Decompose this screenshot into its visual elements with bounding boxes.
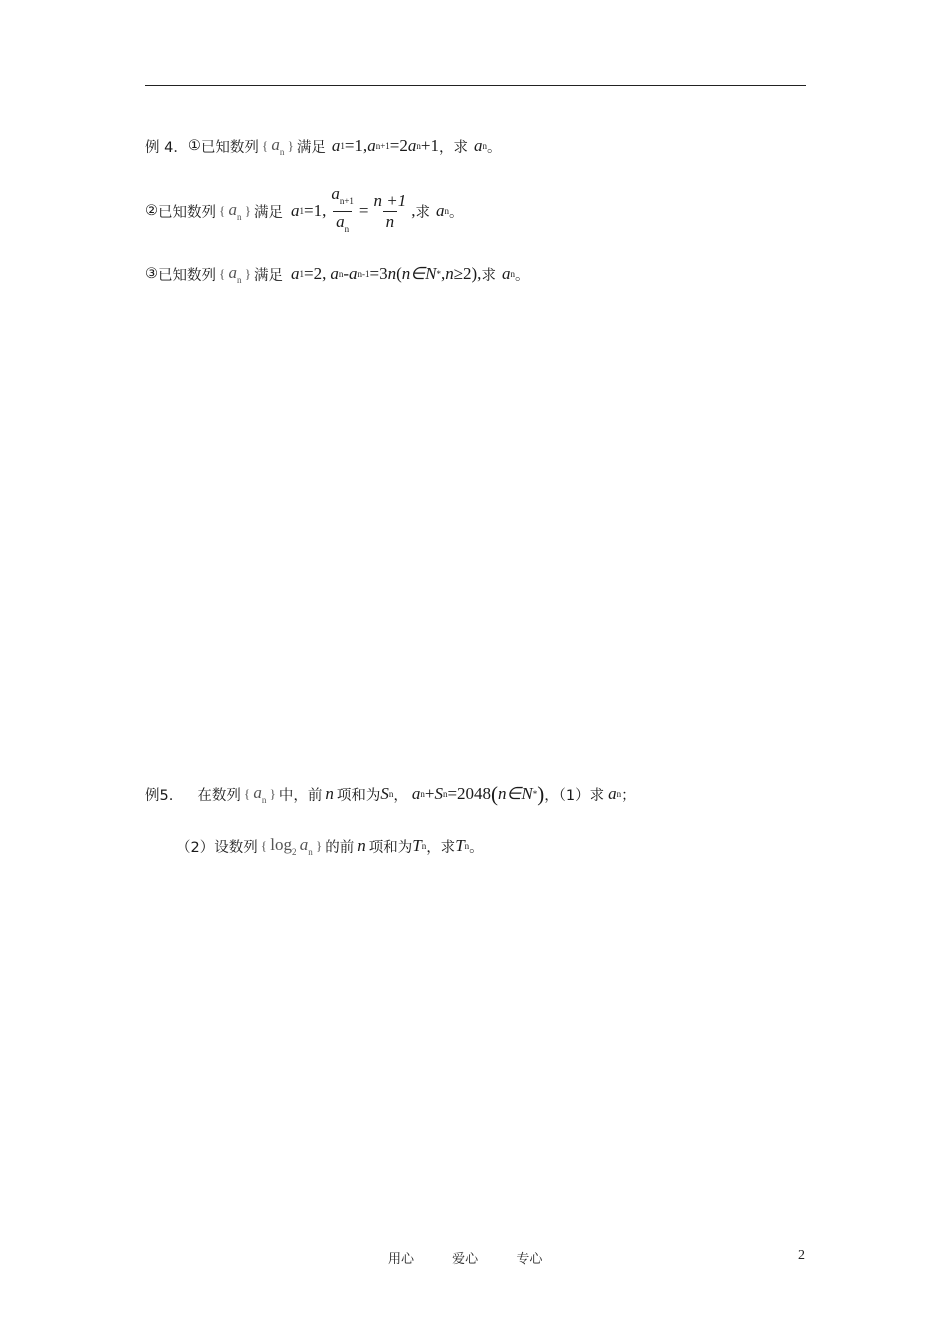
known-seq-text: 已知数列 (200, 139, 259, 156)
minus: - (343, 264, 350, 283)
sub-n-minus-1: n-1 (357, 269, 370, 279)
comma: ， (393, 787, 408, 804)
var-a: a (291, 201, 300, 220)
sub-n: n (308, 847, 313, 857)
sub-n: n (464, 841, 470, 851)
var-a: a (330, 264, 339, 283)
ex5-line2 (176, 826, 484, 866)
period: 。 (486, 139, 502, 156)
var-a: a (299, 835, 309, 854)
sub-n: n (237, 275, 242, 285)
sub-n: n (338, 269, 344, 279)
sub-n: n (416, 141, 421, 151)
footer-word-1: 用心 (388, 1252, 415, 1267)
sub-n: n (616, 789, 622, 799)
seq-brace: { $a_n$ } (219, 263, 251, 285)
comma: , (411, 201, 416, 220)
known-seq-text: 已知数列 (158, 204, 216, 221)
var-a: a (253, 783, 262, 802)
var-a: a (608, 784, 617, 803)
footer-word-2: 爱心 (452, 1252, 479, 1267)
page-number: 2 (798, 1248, 805, 1263)
ex4-part1 (145, 126, 501, 166)
ex4-part3 (145, 254, 529, 294)
sub-n: n (510, 269, 515, 279)
var-a: a (367, 136, 376, 155)
var-S: S (434, 784, 443, 803)
sub-n: n (261, 795, 267, 805)
eq-text: =1, (304, 201, 327, 220)
var-n: n (445, 264, 454, 283)
var-T: T (455, 836, 465, 855)
var-S: S (380, 784, 389, 803)
seq-brace: { $a_n$ } (243, 783, 276, 805)
seq-brace: { $a_n$ } (219, 200, 251, 222)
n-in: n∈ (498, 784, 522, 803)
sub-1: 1 (299, 206, 304, 216)
eq-text: =1, (344, 136, 368, 155)
comma: , (440, 264, 446, 283)
satisfy-text: 满足 (254, 204, 283, 221)
circle-3: ③ (145, 266, 158, 282)
var-a: a (473, 136, 483, 155)
ratio-fraction-left: $\frac{a_{n+1}}{a_n}$ (328, 185, 357, 238)
var-a: a (411, 784, 421, 803)
log-seq-brace: { $\log_2 a_n$ } (260, 835, 323, 857)
var-a: a (436, 201, 445, 220)
period: 。 (514, 267, 530, 284)
var-n: n (387, 264, 397, 283)
eq-text: =3 (369, 264, 388, 283)
var-n: n (325, 784, 334, 803)
sub-n: n (444, 206, 449, 216)
find-text: 求 (453, 139, 468, 156)
circle-2: ② (145, 203, 158, 219)
header-rule (145, 85, 806, 86)
sub-1: 1 (299, 269, 304, 279)
sup-star: * (436, 269, 441, 279)
var-a: a (407, 136, 417, 155)
question-2: （2）设数列 (176, 839, 258, 856)
find-text: 求 (415, 204, 430, 221)
sub-2: 2 (291, 847, 297, 857)
var-a: a (349, 264, 358, 283)
sub-n: n (388, 789, 394, 799)
eq-text: = (358, 201, 369, 220)
var-a: a (331, 136, 341, 155)
eq-2048: =2048 (447, 784, 492, 803)
find-text: ，求 (426, 839, 456, 856)
plus: + (424, 784, 435, 803)
sub-n: n (482, 141, 487, 151)
sub-n: n (420, 789, 425, 799)
mid-text: 中，前 (278, 787, 323, 804)
plus-one: +1 (420, 136, 439, 155)
var-N: N (425, 264, 437, 283)
sub-n: n (237, 212, 242, 222)
n-in: n∈ (401, 264, 426, 283)
footer-word-3: 专心 (516, 1252, 543, 1267)
ex4-label: 例 4． (145, 139, 188, 156)
var-a: a (271, 135, 280, 154)
sub-n: n (421, 841, 427, 851)
var-T: T (412, 836, 422, 855)
known-seq-text: 已知数列 (158, 267, 216, 284)
circle-1: ① (187, 138, 201, 154)
footer-motto (388, 1248, 576, 1267)
ex4-part2 (145, 183, 464, 234)
find-text: 求 (481, 267, 496, 284)
ratio-fraction-right: $\frac{n +1}{n}$ (373, 190, 407, 231)
satisfy-text: 满足 (254, 267, 283, 284)
sum-of-text: 项和为 (336, 787, 381, 804)
var-a: a (228, 200, 237, 219)
var-N: N (521, 784, 533, 803)
eq-text: =2 (389, 136, 408, 155)
eq-text: =2, (304, 264, 327, 283)
seq-brace: { $a_n$ } (261, 135, 294, 157)
paren-open: ( (491, 781, 499, 806)
sub-1: 1 (340, 141, 345, 151)
semicolon: ； (621, 787, 636, 804)
period: 。 (469, 839, 484, 856)
log-text: log (270, 835, 292, 854)
front-text: 的前 (325, 839, 355, 856)
ex5-label: 例5. (145, 787, 174, 804)
sup-star: * (532, 789, 538, 799)
sub-n: n (279, 147, 285, 157)
paren-open: ( (396, 264, 402, 283)
in-seq-text: 在数列 (197, 787, 241, 804)
var-a: a (291, 264, 300, 283)
sum-of-text: 项和为 (368, 839, 413, 856)
var-a: a (501, 264, 511, 283)
satisfy-text: 满足 (296, 139, 326, 156)
var-a: a (228, 263, 237, 282)
ge-two: ≥2), (453, 264, 482, 283)
sub-n: n (442, 789, 448, 799)
var-n: n (357, 836, 366, 855)
comma: ， (438, 139, 454, 156)
ex5-line1 (145, 774, 636, 814)
question-1: ，（1）求 (544, 787, 605, 804)
sub-n-plus-1: n+1 (375, 141, 390, 151)
period: 。 (449, 204, 464, 221)
paren-close: ) (537, 781, 545, 806)
